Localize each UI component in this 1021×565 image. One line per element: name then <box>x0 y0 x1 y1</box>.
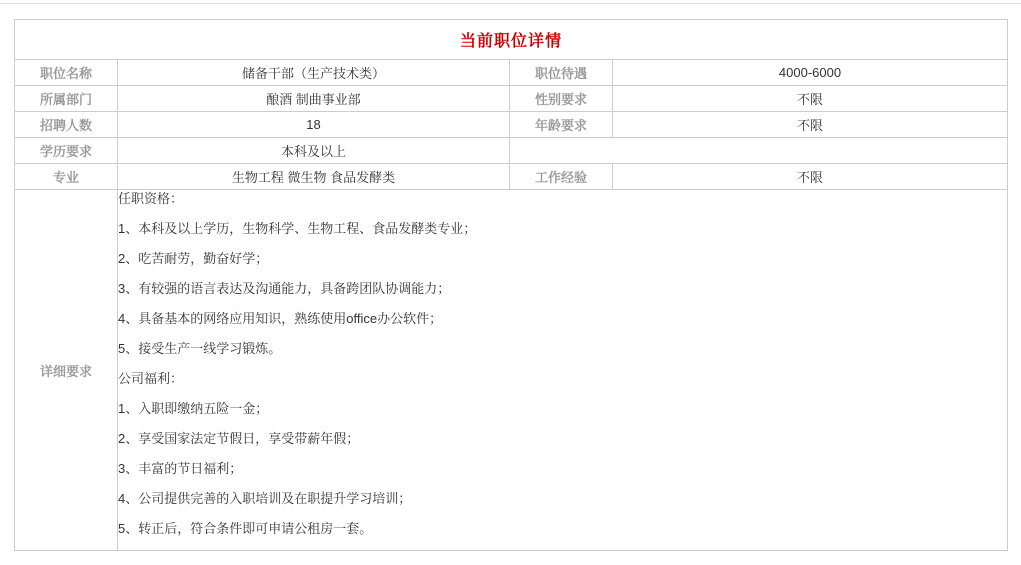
table-row <box>15 60 1008 86</box>
detail-line: 公司福利： <box>118 371 184 386</box>
detail-row <box>15 190 1008 551</box>
table-row <box>15 112 1008 138</box>
value-salary: 4000-6000 <box>613 60 1008 86</box>
label-headcount: 招聘人数 <box>15 112 118 138</box>
value-headcount: 18 <box>118 112 510 138</box>
label-education-requirement: 学历要求 <box>15 138 118 164</box>
page-top-divider <box>0 3 1021 4</box>
table-row <box>15 86 1008 112</box>
value-age-requirement: 不限 <box>613 112 1008 138</box>
title-row <box>15 20 1008 60</box>
empty-merged-cell <box>510 138 1008 164</box>
detail-line: 4、公司提供完善的入职培训及在职提升学习培训； <box>118 491 412 506</box>
value-position-name: 储备干部（生产技术类） <box>118 60 510 86</box>
detail-line: 3、丰富的节日福利； <box>118 461 243 476</box>
job-details-table <box>14 19 1008 551</box>
value-major: 生物工程 微生物 食品发酵类 <box>118 164 510 190</box>
detail-line: 5、接受生产一线学习锻炼。 <box>118 341 282 356</box>
detail-line: 1、本科及以上学历，生物科学、生物工程、食品发酵类专业； <box>118 221 477 236</box>
label-salary: 职位待遇 <box>510 60 613 86</box>
value-department: 酿酒 制曲事业部 <box>118 86 510 112</box>
label-position-name: 职位名称 <box>15 60 118 86</box>
page-title: 当前职位详情 <box>15 20 1008 60</box>
detail-line: 4、具备基本的网络应用知识，熟练使用office办公软件； <box>118 311 443 326</box>
value-work-experience: 不限 <box>613 164 1008 190</box>
label-department: 所属部门 <box>15 86 118 112</box>
label-detailed-requirements: 详细要求 <box>15 190 118 551</box>
detail-line: 1、入职即缴纳五险一金； <box>118 401 269 416</box>
detail-line: 任职资格： <box>118 191 184 206</box>
detail-line: 5、转正后，符合条件即可申请公租房一套。 <box>118 521 373 536</box>
detailed-requirements-content <box>118 190 1008 551</box>
value-education-requirement: 本科及以上 <box>118 138 510 164</box>
label-major: 专业 <box>15 164 118 190</box>
label-gender-requirement: 性别要求 <box>510 86 613 112</box>
detail-line: 2、吃苦耐劳，勤奋好学； <box>118 251 269 266</box>
table-row <box>15 138 1008 164</box>
value-gender-requirement: 不限 <box>613 86 1008 112</box>
table-row <box>15 164 1008 190</box>
detail-line: 3、有较强的语言表达及沟通能力，具备跨团队协调能力； <box>118 281 451 296</box>
label-work-experience: 工作经验 <box>510 164 613 190</box>
label-age-requirement: 年龄要求 <box>510 112 613 138</box>
detail-line: 2、享受国家法定节假日，享受带薪年假； <box>118 431 360 446</box>
